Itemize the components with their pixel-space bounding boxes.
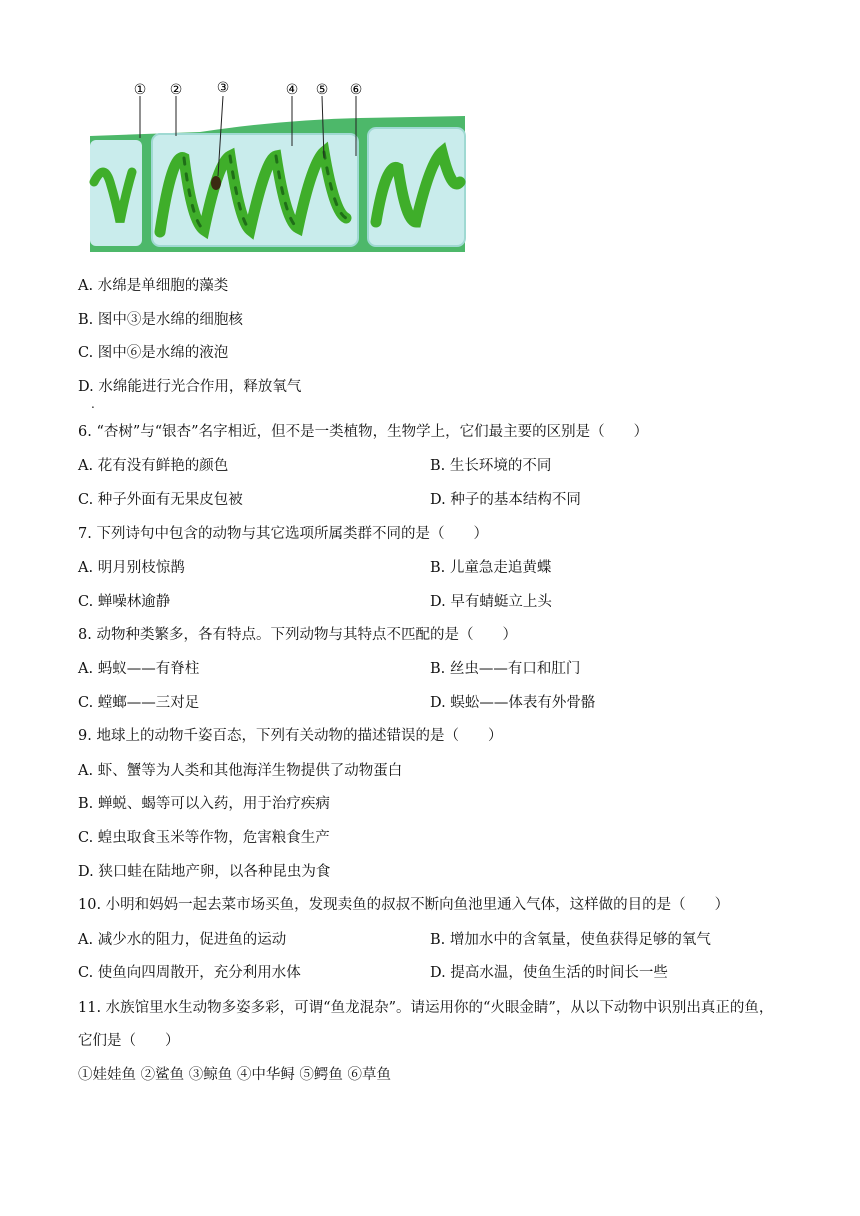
q5-option-d-dot: . bbox=[91, 397, 95, 411]
q8-option-a: A. 蚂蚁——有脊柱 bbox=[78, 661, 200, 677]
q11-items: ①娃娃鱼 ②鲨鱼 ③鲸鱼 ④中华鲟 ⑤鳄鱼 ⑥草鱼 bbox=[78, 1067, 392, 1083]
spirogyra-figure bbox=[80, 72, 472, 262]
q11-stem-line2: 它们是（ ） bbox=[78, 1033, 180, 1049]
q8-stem: 8. 动物种类繁多，各有特点。下列动物与其特点不匹配的是（ ） bbox=[78, 627, 517, 643]
figure-label-1: ① bbox=[133, 82, 147, 98]
q10-option-a: A. 减少水的阻力，促进鱼的运动 bbox=[78, 932, 287, 948]
q5-option-a: A. 水绵是单细胞的藻类 bbox=[78, 278, 229, 294]
q10-stem: 10. 小明和妈妈一起去菜市场买鱼，发现卖鱼的叔叔不断向鱼池里通入气体，这样做的目的是（ ） bbox=[78, 897, 730, 913]
q6-option-c: C. 种子外面有无果皮包被 bbox=[78, 492, 243, 508]
q6-stem: 6. “杏树”与“银杏”名字相近，但不是一类植物，生物学上，它们最主要的区别是（ ） bbox=[78, 424, 649, 440]
q7-option-d: D. 早有蜻蜓立上头 bbox=[430, 594, 552, 610]
q7-option-b: B. 儿童急走追黄蝶 bbox=[430, 560, 552, 576]
q8-option-c: C. 螳螂——三对足 bbox=[78, 695, 200, 711]
q10-option-d: D. 提高水温，使鱼生活的时间长一些 bbox=[430, 965, 668, 981]
q9-option-a: A. 虾、蟹等为人类和其他海洋生物提供了动物蛋白 bbox=[78, 763, 403, 779]
nucleus bbox=[211, 176, 221, 190]
q7-option-a: A. 明月别枝惊鹊 bbox=[78, 560, 185, 576]
figure-label-5: ⑤ bbox=[315, 82, 329, 98]
q7-stem: 7. 下列诗句中包含的动物与其它选项所属类群不同的是（ ） bbox=[78, 526, 488, 542]
figure-label-2: ② bbox=[169, 82, 183, 98]
q9-stem: 9. 地球上的动物千姿百态，下列有关动物的描述错误的是（ ） bbox=[78, 728, 503, 744]
q10-option-b: B. 增加水中的含氧量，使鱼获得足够的氧气 bbox=[430, 932, 711, 948]
q5-option-c: C. 图中⑥是水绵的液泡 bbox=[78, 345, 229, 361]
figure-label-4: ④ bbox=[285, 82, 299, 98]
q8-option-d: D. 蜈蚣——体表有外骨骼 bbox=[430, 695, 596, 711]
q5-option-d: D. 水绵能进行光合作用，释放氧气 bbox=[78, 379, 302, 395]
q5-option-b: B. 图中③是水绵的细胞核 bbox=[78, 312, 243, 328]
q6-option-b: B. 生长环境的不同 bbox=[430, 458, 552, 474]
q7-option-c: C. 蝉噪林逾静 bbox=[78, 594, 171, 610]
q9-option-d: D. 狭口蛙在陆地产卵，以各种昆虫为食 bbox=[78, 864, 331, 880]
q6-option-a: A. 花有没有鲜艳的颜色 bbox=[78, 458, 229, 474]
figure-label-3: ③ bbox=[216, 80, 230, 96]
figure-label-6: ⑥ bbox=[349, 82, 363, 98]
q6-option-d: D. 种子的基本结构不同 bbox=[430, 492, 581, 508]
q10-option-c: C. 使鱼向四周散开，充分利用水体 bbox=[78, 965, 301, 981]
q11-stem-line1: 11. 水族馆里水生动物多姿多彩，可谓“鱼龙混杂”。请运用你的“火眼金睛”，从以下动物中识别出真正的鱼， bbox=[78, 1000, 774, 1016]
q8-option-b: B. 丝虫——有口和肛门 bbox=[430, 661, 581, 677]
q9-option-c: C. 蝗虫取食玉米等作物，危害粮食生产 bbox=[78, 830, 330, 846]
q9-option-b: B. 蝉蜕、蝎等可以入药，用于治疗疾病 bbox=[78, 796, 330, 812]
